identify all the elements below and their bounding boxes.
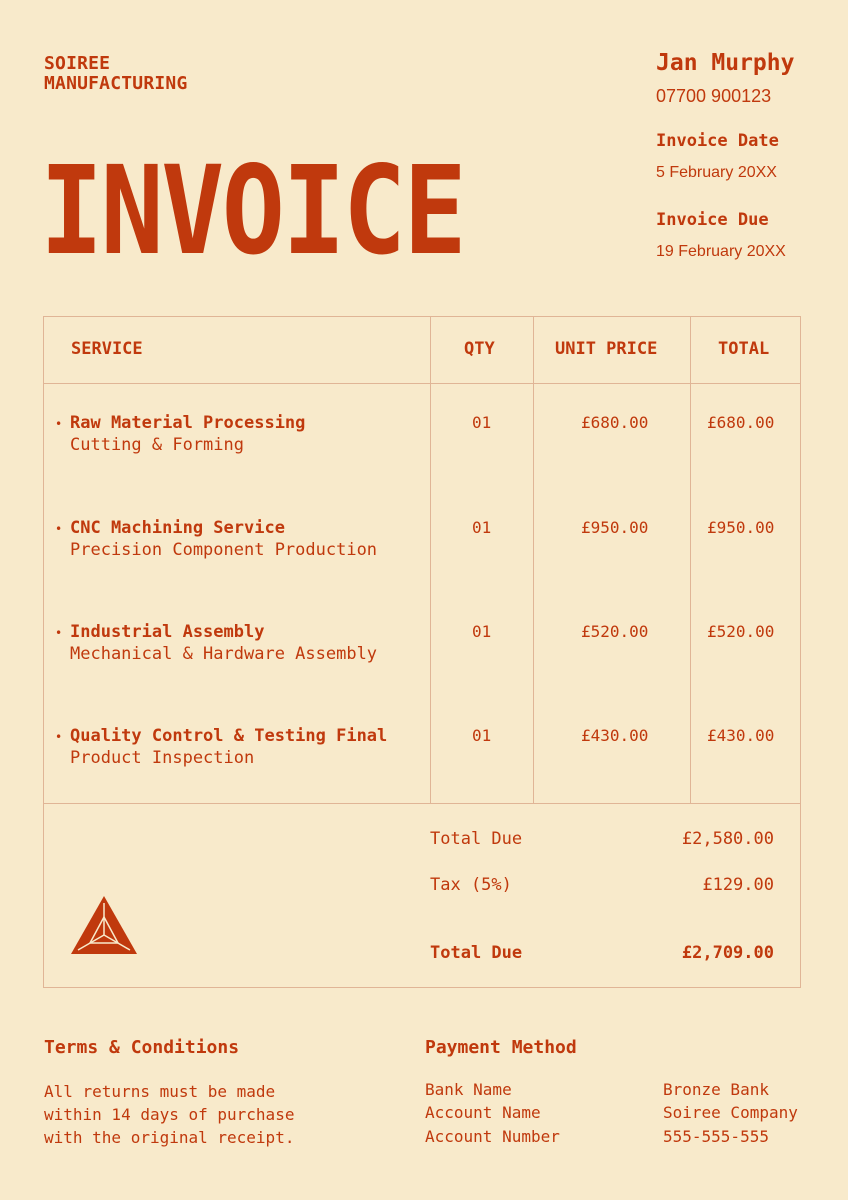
service-description: Product Inspection — [70, 748, 255, 768]
unit-price-cell: £520.00 — [581, 622, 649, 641]
total-due-value: £2,709.00 — [681, 943, 774, 963]
payment-method-title: Payment Method — [425, 1037, 577, 1058]
total-cell: £430.00 — [707, 726, 775, 745]
service-description: Precision Component Production — [70, 540, 378, 560]
account-name-label: Account Name — [425, 1103, 541, 1122]
terms-line: All returns must be made — [44, 1082, 276, 1101]
service-description: Cutting & Forming — [70, 435, 244, 455]
total-cell: £680.00 — [707, 413, 775, 432]
terms-text — [44, 1080, 344, 1149]
qty-cell: 01 — [472, 726, 492, 745]
bullet-icon: • — [55, 522, 63, 536]
invoice-date-label: Invoice Date — [656, 131, 779, 151]
tax-label: Tax (5%) — [430, 875, 512, 895]
tax-value: £129.00 — [702, 875, 774, 895]
company-name-line1: SOIREE — [44, 53, 111, 74]
service-name: Quality Control & Testing Final — [70, 726, 388, 746]
company-name-line2: MANUFACTURING — [44, 73, 188, 94]
bullet-icon: • — [55, 730, 63, 744]
bank-name-label: Bank Name — [425, 1080, 512, 1099]
invoice-title: INVOICE — [40, 140, 465, 282]
invoice-table — [43, 316, 801, 988]
triangle-pyramid-logo-icon — [70, 895, 138, 955]
table-row — [44, 413, 800, 473]
client-name: Jan Murphy — [656, 50, 795, 76]
invoice-date-value: 5 February 20XX — [656, 164, 777, 181]
total-cell: £950.00 — [707, 518, 775, 537]
subtotal-value: £2,580.00 — [681, 829, 774, 849]
header-unit-price: UNIT PRICE — [555, 339, 658, 359]
table-row — [44, 726, 800, 786]
table-row — [44, 622, 800, 682]
bullet-icon: • — [55, 417, 63, 431]
qty-cell: 01 — [472, 518, 492, 537]
unit-price-cell: £680.00 — [581, 413, 649, 432]
qty-cell: 01 — [472, 622, 492, 641]
account-number-label: Account Number — [425, 1127, 560, 1146]
bullet-icon: • — [55, 626, 63, 640]
service-name: Industrial Assembly — [70, 622, 265, 642]
terms-line: within 14 days of purchase — [44, 1105, 295, 1124]
total-cell: £520.00 — [707, 622, 775, 641]
terms-title: Terms & Conditions — [44, 1037, 240, 1058]
service-name: Raw Material Processing — [70, 413, 306, 433]
total-due-label: Total Due — [430, 943, 523, 963]
company-name — [44, 54, 187, 94]
invoice-due-value: 19 February 20XX — [656, 243, 786, 260]
invoice-due-label: Invoice Due — [656, 210, 769, 230]
account-number-value: 555-555-555 — [663, 1127, 769, 1146]
header-total: TOTAL — [718, 339, 770, 359]
header-divider — [44, 383, 800, 384]
unit-price-cell: £950.00 — [581, 518, 649, 537]
subtotal-label: Total Due — [430, 829, 523, 849]
table-row — [44, 518, 800, 578]
client-phone: 07700 900123 — [656, 86, 772, 106]
header-service: SERVICE — [71, 339, 143, 359]
header-qty: QTY — [464, 339, 495, 359]
summary-divider — [44, 803, 800, 804]
service-name: CNC Machining Service — [70, 518, 285, 538]
bank-name-value: Bronze Bank — [663, 1080, 769, 1099]
service-description: Mechanical & Hardware Assembly — [70, 644, 378, 664]
account-name-value: Soiree Company — [663, 1103, 798, 1122]
qty-cell: 01 — [472, 413, 492, 432]
unit-price-cell: £430.00 — [581, 726, 649, 745]
terms-line: with the original receipt. — [44, 1128, 295, 1147]
